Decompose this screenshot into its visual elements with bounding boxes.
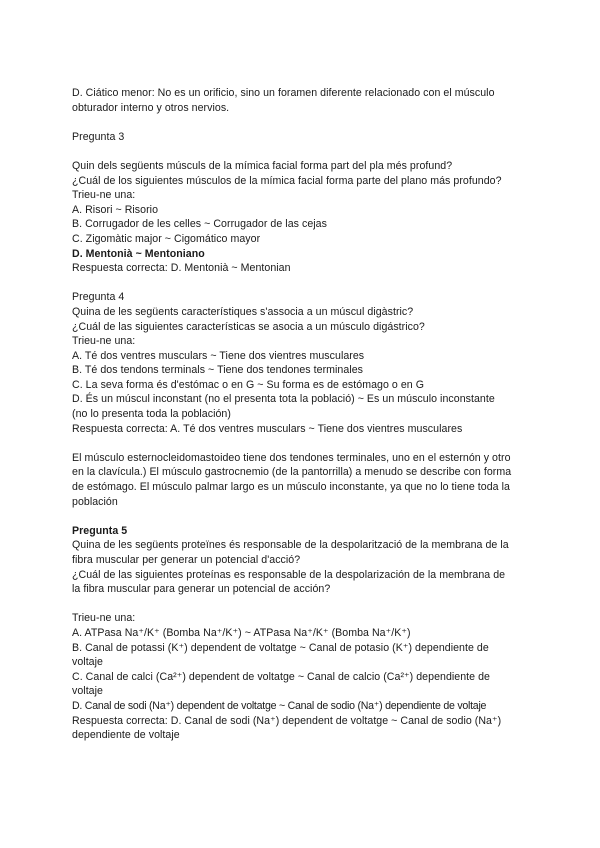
intro-line: obturador interno y otros nervios.: [72, 101, 230, 114]
question-4-option-a: A. Té dos ventres musculars ~ Tiene dos vientres musculares: [72, 349, 365, 362]
question-4-text-es: ¿Cuál de las siguientes características se asocia a un músculo digástrico?: [72, 320, 425, 333]
question-5-text-es: ¿Cuál de las siguientes proteínas es responsable de la despolarización de la membrana de: [72, 568, 506, 581]
question-3-choose: Trieu-ne una:: [72, 189, 136, 202]
question-4-answer: Respuesta correcta: A. Té dos ventres musculars ~ Tiene dos vientres musculares: [72, 422, 463, 435]
question-3-text-es: ¿Cuál de los siguientes músculos de la mímica facial forma parte del plano más profundo?: [72, 174, 502, 187]
question-5-option-c-cont: voltaje: [72, 685, 103, 698]
question-4-text-ca: Quina de les següents característiques s'associa a un múscul digàstric?: [72, 305, 414, 318]
question-4-explanation: en la clavícula.) El músculo gastrocnemio (de la pantorrilla) a menudo se describe con forma: [72, 466, 512, 479]
document-page: [72, 86, 532, 743]
question-4-explanation: de estómago. El músculo palmar largo es un músculo inconstante, ya que no lo tiene toda la: [72, 481, 510, 494]
question-5-heading: Pregunta 5: [72, 524, 128, 537]
question-3-heading: Pregunta 3: [72, 130, 125, 143]
question-5-option-c: C. Canal de calci (Ca²⁺) dependent de voltatge ~ Canal de calcio (Ca²⁺) dependiente de: [72, 670, 490, 683]
question-5-answer-cont: dependiente de voltaje: [72, 729, 180, 742]
question-4-option-b: B. Té dos tendons terminals ~ Tiene dos tendones terminales: [72, 364, 364, 377]
question-5-text-ca: fibra muscular per generar un potencial d'acció?: [72, 554, 301, 566]
question-5-option-b-cont: voltaje: [72, 656, 103, 669]
question-3-option-c: C. Zigomàtic major ~ Cigomático mayor: [72, 232, 261, 245]
question-3-text-ca: Quin dels següents músculs de la mímica facial forma part del pla més profund?: [72, 159, 453, 172]
question-5-text-es: la fibra muscular para generar un potencial de acción?: [72, 583, 331, 596]
question-4-choose: Trieu-ne una:: [72, 335, 136, 348]
question-4-option-d: D. És un múscul inconstant (no el presenta tota la població) ~ Es un músculo inconstante: [72, 393, 495, 406]
question-5-text-ca: Quina de les següents proteïnes és responsable de la despolarització de la membrana de la: [72, 539, 509, 552]
question-4-option-d-cont: (no lo presenta toda la población): [72, 408, 231, 421]
question-4-explanation: El músculo esternocleidomastoideo tiene dos tendones terminales, uno en el esternón y otro: [72, 451, 511, 464]
intro-line: D. Ciático menor: No es un orificio, sino un foramen diferente relacionado con el músculo: [72, 87, 495, 99]
question-5-option-b: B. Canal de potassi (K⁺) dependent de voltatge ~ Canal de potasio (K⁺) dependiente de: [72, 641, 489, 654]
question-3-option-d: D. Mentonià ~ Mentoniano: [72, 247, 205, 260]
question-3-option-b: B. Corrugador de les celles ~ Corrugador de las cejas: [72, 218, 327, 231]
question-4-explanation: población: [72, 495, 118, 508]
question-5-option-d: D. Canal de sodi (Na⁺) dependent de voltatge ~ Canal de sodio (Na⁺) dependiente de voltaje: [72, 699, 487, 712]
question-5-option-a: A. ATPasa Na⁺/K⁺ (Bomba Na⁺/K⁺) ~ ATPasa Na⁺/K⁺ (Bomba Na⁺/K⁺): [72, 626, 411, 639]
question-4-option-c: C. La seva forma és d'estómac o en G ~ Su forma es de estómago o en G: [72, 378, 425, 391]
question-4-heading: Pregunta 4: [72, 291, 125, 304]
question-5-choose: Trieu-ne una:: [72, 612, 136, 625]
question-3-option-a: A. Risori ~ Risorio: [72, 203, 159, 216]
question-3-answer: Respuesta correcta: D. Mentonià ~ Mentonian: [72, 262, 291, 275]
question-5-answer: Respuesta correcta: D. Canal de sodi (Na⁺) dependent de voltatge ~ Canal de sodio (Na⁺): [72, 714, 502, 727]
